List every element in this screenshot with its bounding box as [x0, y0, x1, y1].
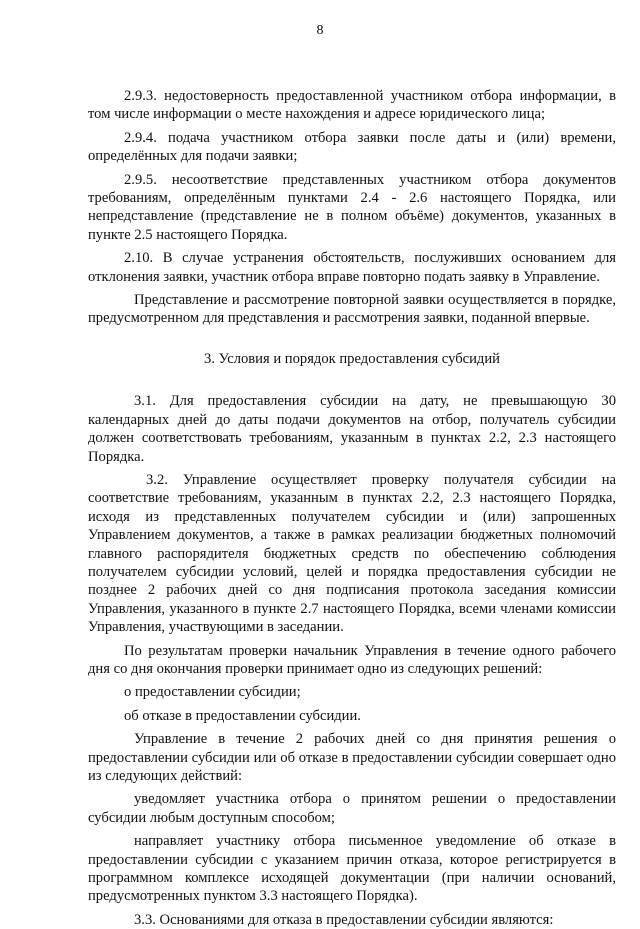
paragraph-repeat-application: Представление и рассмотрение повторной заявки осуществляется в порядке, предусмотренном для представления и рассмотрения заявки, поданной впервые.: [88, 292, 616, 327]
paragraph-2-9-5: 2.9.5. несоответствие представленных участником отбора документов требованиям, определённым пунктами 2.4 - 2.6 настоящего Порядка, или непредставление (представление не в полном объёме) документов, указанных в пункте 2.5 настоящего Порядка.: [88, 171, 616, 243]
action-notify-participant: уведомляет участника отбора о принятом решении о предоставлении субсидии любым доступным способом;: [88, 791, 616, 826]
paragraph-3-3: 3.3. Основаниями для отказа в предоставлении субсидии являются:: [134, 911, 554, 928]
paragraph-2-9-4: 2.9.4. подача участником отбора заявки после даты и (или) времени, определённых для подачи заявки;: [88, 129, 616, 165]
paragraph-2-10: 2.10. В случае устранения обстоятельств, послуживших основанием для отклонения заявки, участник отбора вправе повторно подать заявку в Управление.: [88, 250, 616, 285]
paragraph-management-actions: Управление в течение 2 рабочих дней со дня принятия решения о предоставлении субсидии или об отказе в предоставлении субсидии совершает одно из следующих действий:: [88, 731, 616, 784]
document-body: [88, 82, 616, 929]
action-send-refusal: направляет участнику отбора письменное уведомление об отказе в предоставлении субсидии с указанием причин отказа, которое регистрируется в программном комплексе исходящей документации (при наличии оснований, предусмотренных пунктом 3.3 настоящего Порядка).: [88, 833, 616, 905]
paragraph-3-2: 3.2. Управление осуществляет проверку получателя субсидии на соответствие требованиям, указанным в пунктах 2.2, 2.3 настоящего Порядка, исходя из представленных получателем субсидии и (или) запрошенных Управлением документов, а также в рамках реализации бюджетных полномочий главного распорядителя бюджетных средств по обеспечению соблюдения получателем субсидии условий, целей и порядка предоставления субсидии не позднее 2 рабочих дней со дня подписания протокола заседания комиссии Управления, указанного в пункте 2.7 настоящего Порядка, всеми членами комиссии Управления, участвующими в заседании.: [88, 471, 616, 636]
decision-option-refuse: об отказе в предоставлении субсидии.: [124, 707, 361, 724]
page-number: 8: [316, 23, 324, 38]
paragraph-2-9-3: 2.9.3. недостоверность предоставленной участником отбора информации, в том числе информации о месте нахождения и адресе юридического лица;: [88, 88, 616, 123]
paragraph-check-results: По результатам проверки начальник Управления в течение одного рабочего дня со дня окончания проверки принимает одно из следующих решений:: [88, 642, 616, 677]
paragraph-3-1: 3.1. Для предоставления субсидии на дату, не превышающую 30 календарных дней до даты подачи документов на отбор, получатель субсидии должен соответствовать требованиям, указанным в пунктах 2.2, 2.3 настоящего Порядка.: [88, 393, 616, 465]
section-title: 3. Условия и порядок предоставления субсидий: [204, 350, 500, 367]
decision-option-grant: о предоставлении субсидии;: [124, 684, 301, 701]
